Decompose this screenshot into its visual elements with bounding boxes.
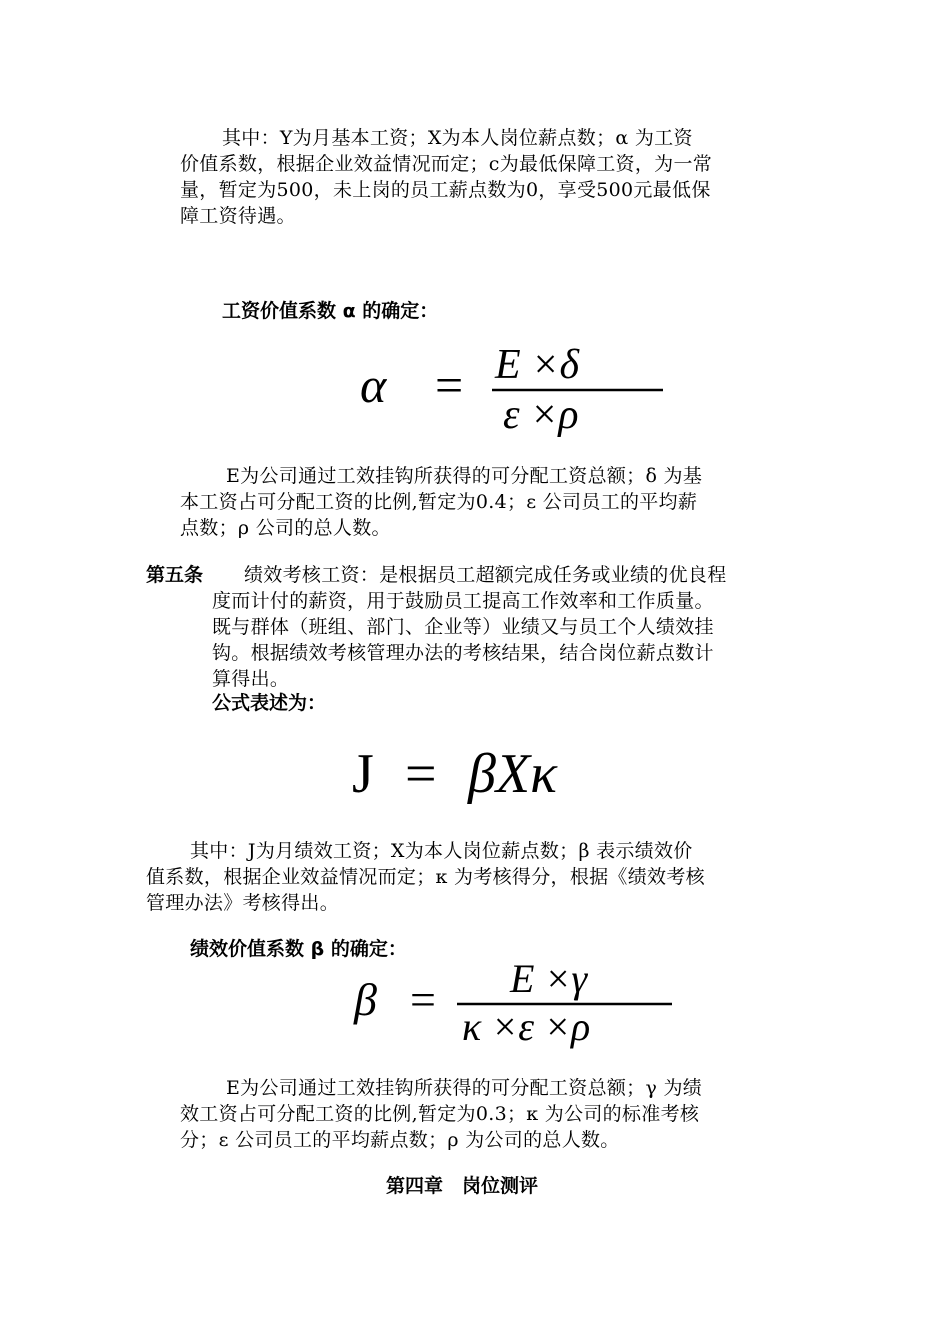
formula-denominator: ε ×ρ	[503, 392, 579, 438]
text-line: 效工资占可分配工资的比例,暂定为0.3；κ 为公司的标准考核	[180, 1103, 700, 1125]
formula-rhs: βXκ	[468, 743, 557, 805]
formula-lhs: β	[354, 974, 377, 1025]
text-line: 其中：J为月绩效工资；X为本人岗位薪点数；β 表示绩效价	[190, 840, 693, 862]
formula-statement-heading: 公式表述为：	[212, 692, 327, 714]
text-line: 其中：Y为月基本工资；X为本人岗位薪点数；α 为工资	[222, 127, 693, 149]
alpha-formula	[355, 340, 675, 440]
article-five-body	[212, 562, 727, 692]
formula-numerator: E ×γ	[510, 956, 588, 1001]
text-line: 度而计付的薪资，用于鼓励员工提高工作效率和工作质量。	[212, 590, 714, 612]
text-line: E为公司通过工效挂钩所获得的可分配工资总额；γ 为绩	[226, 1077, 703, 1099]
text-line: 量，暂定为500，未上岗的员工薪点数为0，享受500元最低保	[180, 179, 711, 201]
text-line: 障工资待遇。	[180, 205, 296, 227]
text-line: 价值系数，根据企业效益情况而定；c为最低保障工资，为一常	[180, 153, 713, 175]
formula-equals: =	[435, 357, 464, 413]
beta-formula	[352, 958, 682, 1053]
text-line: 本工资占可分配工资的比例,暂定为0.4；ε 公司员工的平均薪	[180, 491, 698, 513]
text-line: 值系数，根据企业效益情况而定；κ 为考核得分，根据《绩效考核	[146, 866, 705, 888]
text-line: 算得出。	[212, 668, 290, 690]
text-line: 既与群体（班组、部门、企业等）业绩又与员工个人绩效挂	[212, 616, 714, 638]
formula-numerator: E ×δ	[495, 342, 580, 388]
formula-lhs: J	[352, 743, 374, 805]
text-line: 分；ε 公司员工的平均薪点数；ρ 为公司的总人数。	[180, 1129, 620, 1151]
formula-denominator: κ ×ε ×ρ	[462, 1004, 591, 1049]
base-wage-explanation	[180, 125, 712, 229]
alpha-variables-explanation	[180, 463, 702, 541]
text-line: E为公司通过工效挂钩所获得的可分配工资总额；δ 为基	[226, 465, 703, 487]
beta-variables-explanation	[180, 1075, 702, 1153]
performance-wage-formula	[350, 732, 620, 812]
formula-equals: =	[410, 974, 436, 1025]
article-label: 第五条	[146, 564, 204, 586]
text-line: 点数；ρ 公司的总人数。	[180, 517, 391, 539]
performance-wage-explanation	[146, 838, 705, 916]
alpha-heading: 工资价值系数 α 的确定：	[222, 300, 439, 322]
text-line: 绩效考核工资：是根据员工超额完成任务或业绩的优良程	[244, 564, 727, 586]
formula-equals: =	[405, 743, 437, 805]
formula-lhs: α	[360, 357, 387, 413]
chapter-title: 第四章 岗位测评	[386, 1175, 539, 1197]
text-line: 管理办法》考核得出。	[146, 892, 340, 914]
beta-heading: 绩效价值系数 β 的确定：	[190, 938, 407, 960]
text-line: 钩。根据绩效考核管理办法的考核结果，结合岗位薪点数计	[212, 642, 714, 664]
